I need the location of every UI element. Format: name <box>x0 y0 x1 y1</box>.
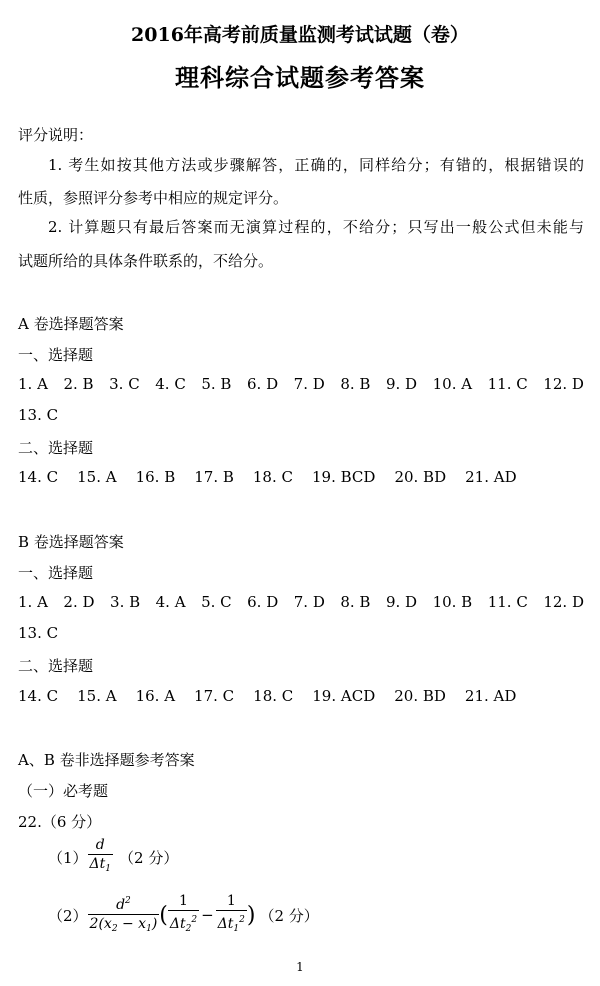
answer: 4. C <box>155 375 186 393</box>
answer: 8. B <box>340 593 371 611</box>
paper-a-answer-13: 13. C <box>18 406 59 424</box>
answer: 12. D <box>543 375 584 393</box>
answer: 11. C <box>487 375 528 393</box>
paper-b-section-1: 一、选择题 <box>18 564 94 582</box>
answer: 17. C <box>194 687 235 705</box>
answer: 12. D <box>543 593 584 611</box>
formula-1-over-dt2-squared: $\frac{1}{\Delta t_2^2}$ <box>168 892 199 938</box>
answer: 14. C <box>18 687 59 705</box>
paper-b-answers-row-3 <box>18 687 584 705</box>
answer: 7. D <box>293 593 325 611</box>
answer: 14. C <box>18 468 59 486</box>
answer: 16. A <box>135 687 176 705</box>
paper-a-heading: A 卷选择题答案 <box>18 315 124 333</box>
scoring-rule-1-line-1: 1. 考生如按其他方法或步骤解答，正确的，同样给分；有错的，根据错误的 <box>48 156 584 174</box>
answer-22-1 <box>48 836 178 878</box>
answer: 1. A <box>18 593 48 611</box>
answer: 17. B <box>194 468 234 486</box>
answer: 10. A <box>432 375 473 393</box>
scoring-heading: 评分说明： <box>18 126 94 144</box>
open-paren: ( <box>159 902 168 928</box>
scoring-rule-2-line-2: 试题所给的具体条件联系的，不给分。 <box>18 252 274 270</box>
answer: 18. C <box>253 687 294 705</box>
answer: 6. D <box>247 593 279 611</box>
answer: 8. B <box>340 375 371 393</box>
answer: 5. C <box>201 593 232 611</box>
answer: 18. C <box>252 468 293 486</box>
required-part-label: （一）必考题 <box>18 782 109 800</box>
scoring-rule-2-line-1: 2. 计算题只有最后答案而无演算过程的，不给分；只写出一般公式但未能与 <box>48 218 584 236</box>
paper-a-answers-row-3 <box>18 468 584 486</box>
answer: 6. D <box>247 375 279 393</box>
answer: 15. A <box>77 687 117 705</box>
answer: 15. A <box>77 468 117 486</box>
scoring-rule-1-line-2: 性质，参照评分参考中相应的规定评分。 <box>18 189 289 207</box>
exam-subtitle: 理科综合试题参考答案 <box>175 63 425 92</box>
answer: 9. D <box>385 593 418 611</box>
exam-title: 2016年高考前质量监测考试试题（卷） <box>131 24 469 46</box>
answer: 19. ACD <box>312 687 376 705</box>
answer: 4. A <box>155 593 186 611</box>
paper-a-section-1: 一、选择题 <box>18 346 94 364</box>
answer: 21. AD <box>464 687 517 705</box>
answer: 20. BD <box>394 687 446 705</box>
formula-d-over-dt1: $\frac{d}{\Delta t_1}$ <box>88 836 113 878</box>
item-label: （1） <box>48 848 88 867</box>
paper-b-section-2: 二、选择题 <box>18 657 94 675</box>
answer: 3. C <box>109 375 140 393</box>
close-paren: ) <box>246 902 256 928</box>
answer: 19. BCD <box>312 468 376 486</box>
answer: 20. BD <box>394 468 447 486</box>
answer: 21. AD <box>465 468 517 486</box>
answer-22-2 <box>48 892 319 938</box>
answer: 11. C <box>487 593 528 611</box>
paper-b-answers-row-1 <box>18 593 584 611</box>
score-label: （2 分） <box>119 848 179 867</box>
answer: 1. A <box>18 375 48 393</box>
paper-b-answer-13: 13. C <box>18 624 59 642</box>
answer: 7. D <box>293 375 325 393</box>
paper-b-heading: B 卷选择题答案 <box>18 533 124 551</box>
answer: 10. B <box>432 593 473 611</box>
answer: 9. D <box>385 375 418 393</box>
answer: 2. B <box>63 375 94 393</box>
non-choice-heading: A、B 卷非选择题参考答案 <box>18 751 195 769</box>
item-label: （2） <box>48 906 88 925</box>
question-22-label: 22.（6 分） <box>18 813 102 831</box>
answer: 5. B <box>201 375 232 393</box>
answer: 16. B <box>135 468 176 486</box>
score-label: （2 分） <box>259 906 319 925</box>
page-number: 1 <box>296 960 304 974</box>
paper-a-section-2: 二、选择题 <box>18 439 94 457</box>
formula-d2-over-2dx: $\frac{d^2}{2(x_2 - x_1)}$ <box>88 892 160 938</box>
formula-1-over-dt1-squared: $\frac{1}{\Delta t_1^2}$ <box>216 892 247 938</box>
minus-sign: − <box>201 906 214 924</box>
paper-a-answers-row-1 <box>18 375 584 393</box>
answer: 3. B <box>110 593 141 611</box>
answer: 2. D <box>63 593 95 611</box>
